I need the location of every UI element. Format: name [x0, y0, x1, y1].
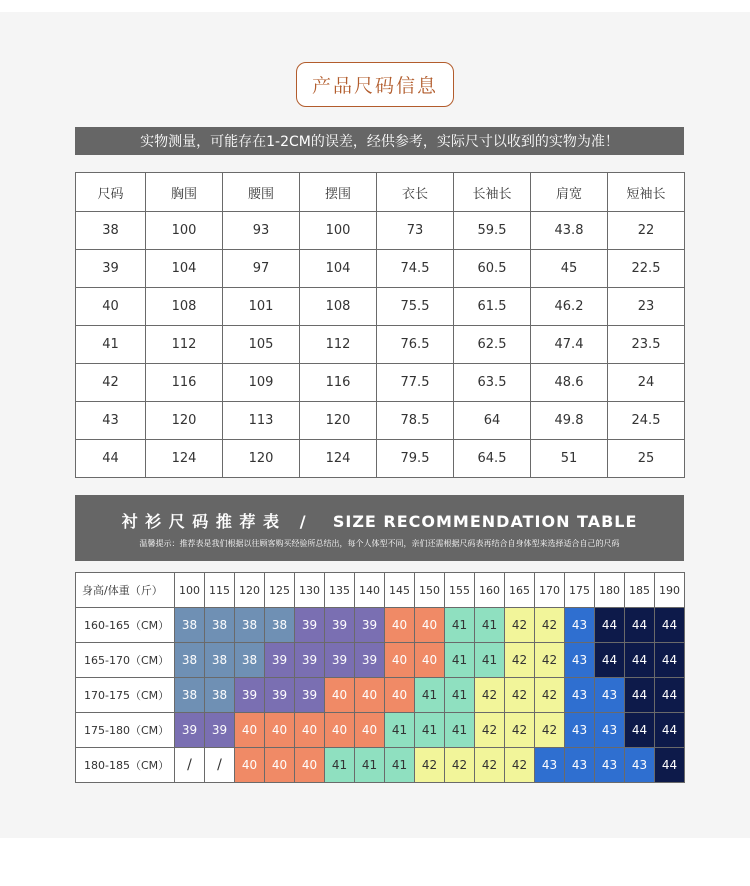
size-table-cell: 79.5 [377, 440, 454, 478]
size-table-header-row [76, 173, 685, 212]
page-title-text: 产品尺码信息 [311, 75, 438, 97]
recommendation-title: 衬 衫 尺 码 推 荐 表 / SIZE RECOMMENDATION TABLE [121, 512, 638, 531]
size-table-cell: 63.5 [454, 364, 531, 402]
weight-header-cell: 190 [655, 573, 685, 608]
size-table-header-cell: 肩宽 [531, 173, 608, 212]
recommended-size-cell: 44 [625, 643, 655, 678]
recommended-size-cell: 42 [535, 608, 565, 643]
size-table-cell: 105 [223, 326, 300, 364]
recommended-size-cell: 43 [535, 748, 565, 783]
size-table-cell: 43 [76, 402, 146, 440]
recommended-size-cell: 44 [655, 678, 685, 713]
recommended-size-cell: 40 [295, 748, 325, 783]
size-table-cell: 62.5 [454, 326, 531, 364]
recommended-size-cell: 39 [325, 608, 355, 643]
recommended-size-cell: 38 [175, 678, 205, 713]
size-table-cell: 43.8 [531, 212, 608, 250]
recommended-size-cell: 40 [385, 643, 415, 678]
recommended-size-cell: 41 [445, 678, 475, 713]
size-table-header-cell: 尺码 [76, 173, 146, 212]
recommended-size-cell: / [175, 748, 205, 783]
weight-header-cell: 185 [625, 573, 655, 608]
recommendation-row [76, 713, 685, 748]
recommended-size-cell: 41 [475, 643, 505, 678]
size-table-cell: 23 [608, 288, 685, 326]
recommended-size-cell: 44 [595, 643, 625, 678]
size-table-header-cell: 摆围 [300, 173, 377, 212]
weight-header-cell: 150 [415, 573, 445, 608]
recommended-size-cell: 42 [535, 678, 565, 713]
size-table-cell: 49.8 [531, 402, 608, 440]
size-table-header-cell: 腰围 [223, 173, 300, 212]
size-table-cell: 93 [223, 212, 300, 250]
recommended-size-cell: 44 [625, 608, 655, 643]
height-row-label: 175-180（CM） [76, 713, 175, 748]
recommended-size-cell: 42 [415, 748, 445, 783]
size-table-row [76, 440, 685, 478]
size-table-cell: 46.2 [531, 288, 608, 326]
recommended-size-cell: 43 [565, 608, 595, 643]
recommended-size-cell: 40 [355, 713, 385, 748]
weight-header-cell: 125 [265, 573, 295, 608]
size-table-cell: 109 [223, 364, 300, 402]
size-table-cell: 25 [608, 440, 685, 478]
weight-header-cell: 175 [565, 573, 595, 608]
size-table-cell: 113 [223, 402, 300, 440]
weight-header-cell: 135 [325, 573, 355, 608]
recommended-size-cell: 41 [385, 713, 415, 748]
recommended-size-cell: 40 [385, 608, 415, 643]
recommended-size-cell: 44 [595, 608, 625, 643]
recommended-size-cell: 40 [415, 608, 445, 643]
recommended-size-cell: 43 [565, 748, 595, 783]
weight-header-cell: 120 [235, 573, 265, 608]
recommended-size-cell: 44 [625, 713, 655, 748]
recommended-size-cell: 43 [625, 748, 655, 783]
recommended-size-cell: 41 [415, 713, 445, 748]
size-table-cell: 64 [454, 402, 531, 440]
size-table-cell: 47.4 [531, 326, 608, 364]
recommended-size-cell: 39 [205, 713, 235, 748]
size-table-cell: 59.5 [454, 212, 531, 250]
weight-header-cell: 100 [175, 573, 205, 608]
recommended-size-cell: 39 [295, 643, 325, 678]
recommended-size-cell: 41 [445, 643, 475, 678]
recommended-size-cell: 42 [535, 643, 565, 678]
size-table-cell: 100 [146, 212, 223, 250]
recommended-size-cell: 39 [265, 643, 295, 678]
size-table-cell: 24.5 [608, 402, 685, 440]
weight-header-cell: 130 [295, 573, 325, 608]
size-table-header-cell: 长袖长 [454, 173, 531, 212]
size-table-cell: 61.5 [454, 288, 531, 326]
size-table-cell: 112 [146, 326, 223, 364]
recommended-size-cell: 38 [175, 608, 205, 643]
size-table-row [76, 212, 685, 250]
size-table-cell: 64.5 [454, 440, 531, 478]
recommended-size-cell: 38 [205, 643, 235, 678]
recommended-size-cell: 40 [355, 678, 385, 713]
recommended-size-cell: 38 [175, 643, 205, 678]
recommended-size-cell: / [205, 748, 235, 783]
size-table-cell: 22 [608, 212, 685, 250]
recommended-size-cell: 40 [265, 748, 295, 783]
recommended-size-cell: 41 [325, 748, 355, 783]
recommended-size-cell: 41 [385, 748, 415, 783]
recommended-size-cell: 42 [505, 608, 535, 643]
recommended-size-cell: 43 [565, 643, 595, 678]
recommended-size-cell: 42 [475, 713, 505, 748]
recommendation-row [76, 748, 685, 783]
recommended-size-cell: 42 [505, 748, 535, 783]
size-table-cell: 41 [76, 326, 146, 364]
measurement-note-bar [75, 127, 684, 155]
recommended-size-cell: 42 [505, 643, 535, 678]
page-title [296, 62, 454, 107]
size-table-header-cell: 胸围 [146, 173, 223, 212]
height-row-label: 170-175（CM） [76, 678, 175, 713]
size-table-cell: 116 [300, 364, 377, 402]
size-table-row [76, 250, 685, 288]
recommended-size-cell: 44 [655, 643, 685, 678]
recommended-size-cell: 40 [235, 748, 265, 783]
recommended-size-cell: 40 [235, 713, 265, 748]
size-table-cell: 23.5 [608, 326, 685, 364]
recommended-size-cell: 42 [445, 748, 475, 783]
recommended-size-cell: 40 [415, 643, 445, 678]
weight-header-cell: 170 [535, 573, 565, 608]
recommendation-row [76, 643, 685, 678]
recommended-size-cell: 43 [565, 713, 595, 748]
size-table-row [76, 364, 685, 402]
recommended-size-cell: 40 [385, 678, 415, 713]
size-table-cell: 124 [300, 440, 377, 478]
recommended-size-cell: 40 [325, 713, 355, 748]
size-table-cell: 120 [146, 402, 223, 440]
height-row-label: 180-185（CM） [76, 748, 175, 783]
size-table-cell: 104 [146, 250, 223, 288]
recommended-size-cell: 40 [265, 713, 295, 748]
recommendation-corner-cell: 身高/体重（斤） [76, 573, 175, 608]
recommendation-table [75, 572, 685, 783]
recommended-size-cell: 44 [625, 678, 655, 713]
recommended-size-cell: 39 [175, 713, 205, 748]
size-table-header-cell: 短袖长 [608, 173, 685, 212]
recommended-size-cell: 44 [655, 713, 685, 748]
recommended-size-cell: 42 [475, 678, 505, 713]
size-table-cell: 74.5 [377, 250, 454, 288]
recommended-size-cell: 41 [355, 748, 385, 783]
size-table-cell: 76.5 [377, 326, 454, 364]
size-table-cell: 101 [223, 288, 300, 326]
size-table-cell: 73 [377, 212, 454, 250]
size-table-cell: 24 [608, 364, 685, 402]
measurement-note-text: 实物测量，可能存在1-2CM的误差，经供参考，实际尺寸以收到的实物为准！ [140, 134, 619, 150]
size-table-cell: 60.5 [454, 250, 531, 288]
height-row-label: 160-165（CM） [76, 608, 175, 643]
size-table-cell: 77.5 [377, 364, 454, 402]
recommended-size-cell: 40 [295, 713, 325, 748]
recommended-size-cell: 42 [505, 713, 535, 748]
recommended-size-cell: 39 [295, 608, 325, 643]
size-table-cell: 42 [76, 364, 146, 402]
size-table-cell: 22.5 [608, 250, 685, 288]
recommended-size-cell: 42 [505, 678, 535, 713]
recommended-size-cell: 44 [655, 748, 685, 783]
recommended-size-cell: 39 [295, 678, 325, 713]
recommendation-row [76, 608, 685, 643]
recommended-size-cell: 43 [565, 678, 595, 713]
recommended-size-cell: 39 [325, 643, 355, 678]
size-table-cell: 45 [531, 250, 608, 288]
size-table-cell: 104 [300, 250, 377, 288]
size-table-cell: 97 [223, 250, 300, 288]
weight-header-cell: 145 [385, 573, 415, 608]
size-table-cell: 108 [146, 288, 223, 326]
size-table-cell: 51 [531, 440, 608, 478]
recommended-size-cell: 38 [205, 678, 235, 713]
recommended-size-cell: 41 [445, 713, 475, 748]
size-table-cell: 38 [76, 212, 146, 250]
weight-header-cell: 115 [205, 573, 235, 608]
size-table-cell: 124 [146, 440, 223, 478]
size-table-cell: 40 [76, 288, 146, 326]
size-table-row [76, 402, 685, 440]
size-table-cell: 112 [300, 326, 377, 364]
recommended-size-cell: 41 [475, 608, 505, 643]
recommendation-header-row [76, 573, 685, 608]
weight-header-cell: 180 [595, 573, 625, 608]
recommended-size-cell: 42 [535, 713, 565, 748]
recommended-size-cell: 43 [595, 748, 625, 783]
size-table-row [76, 326, 685, 364]
recommended-size-cell: 43 [595, 678, 625, 713]
size-table-cell: 78.5 [377, 402, 454, 440]
size-table-cell: 39 [76, 250, 146, 288]
height-row-label: 165-170（CM） [76, 643, 175, 678]
recommended-size-cell: 44 [655, 608, 685, 643]
recommended-size-cell: 39 [355, 608, 385, 643]
recommended-size-cell: 42 [475, 748, 505, 783]
weight-header-cell: 165 [505, 573, 535, 608]
size-table-cell: 44 [76, 440, 146, 478]
recommended-size-cell: 43 [595, 713, 625, 748]
size-table-cell: 120 [223, 440, 300, 478]
recommended-size-cell: 38 [235, 643, 265, 678]
size-table-cell: 116 [146, 364, 223, 402]
size-table-cell: 100 [300, 212, 377, 250]
weight-header-cell: 160 [475, 573, 505, 608]
weight-header-cell: 155 [445, 573, 475, 608]
recommended-size-cell: 39 [265, 678, 295, 713]
recommendation-header [75, 495, 684, 561]
recommended-size-cell: 38 [235, 608, 265, 643]
recommended-size-cell: 40 [325, 678, 355, 713]
size-table-header-cell: 衣长 [377, 173, 454, 212]
size-table-cell: 108 [300, 288, 377, 326]
size-table-row [76, 288, 685, 326]
recommended-size-cell: 41 [445, 608, 475, 643]
recommended-size-cell: 41 [415, 678, 445, 713]
size-table [75, 172, 685, 478]
size-table-cell: 48.6 [531, 364, 608, 402]
recommendation-subtitle: 温馨提示：推荐表是我们根据以往顾客购买经验所总结出，每个人体型不同，亲们还需根据尺码表再结合自身体型来选择适合自己的尺码 [139, 539, 620, 548]
size-table-cell: 75.5 [377, 288, 454, 326]
recommended-size-cell: 38 [265, 608, 295, 643]
recommendation-row [76, 678, 685, 713]
recommended-size-cell: 39 [235, 678, 265, 713]
weight-header-cell: 140 [355, 573, 385, 608]
size-table-cell: 120 [300, 402, 377, 440]
recommended-size-cell: 39 [355, 643, 385, 678]
recommended-size-cell: 38 [205, 608, 235, 643]
